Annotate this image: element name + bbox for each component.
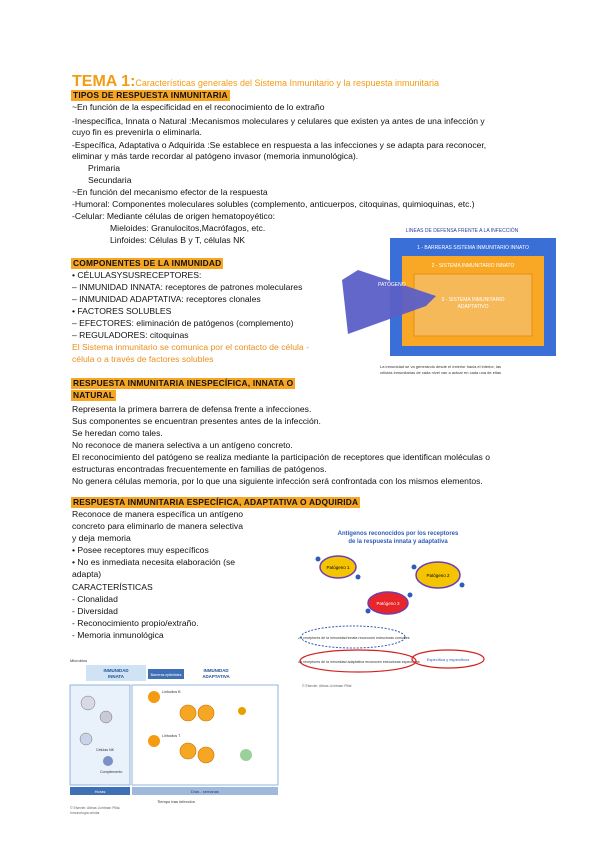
axis-hours-label: Horas bbox=[94, 789, 106, 794]
text-line: concreto para eliminarlo de manera selectiva bbox=[72, 521, 244, 531]
text-line: Sus componentes se encuentran presentes antes de la infección. bbox=[72, 416, 321, 426]
layer3-label-2: ADAPTATIVO bbox=[457, 304, 489, 310]
text-line: El reconocimiento del patógeno se realiza mediante la participación de receptores que identifican moléculas o bbox=[72, 452, 491, 462]
text-line: • FACTORES SOLUBLES bbox=[72, 306, 172, 316]
axis-days-label: Días - semanas bbox=[190, 789, 220, 794]
text-line: - Clonalidad bbox=[72, 594, 118, 604]
receptor-dot bbox=[366, 609, 371, 614]
text-line: y deja memoria bbox=[72, 533, 131, 543]
section-header-innata-2: NATURAL bbox=[73, 390, 115, 400]
text-line: - Memoria inmunológica bbox=[72, 630, 164, 640]
microbes-label: Microbios bbox=[70, 658, 88, 663]
adaptive-label-2: ADAPTATIVA bbox=[202, 674, 230, 679]
receptor-dot bbox=[356, 575, 361, 580]
note-line: El Sistema inmunitario se comunica por el contacto de célula - bbox=[72, 342, 309, 352]
text-line: adapta) bbox=[72, 569, 102, 579]
text-line: -Inespecífica, Innata o Natural :Mecanismos moleculares y celulares que existen ya antes de una infección y bbox=[72, 116, 485, 126]
page-title bbox=[72, 73, 439, 91]
section-header-componentes: COMPONENTES DE LA INMUNIDAD bbox=[73, 258, 222, 268]
nk-label: Células NK bbox=[96, 748, 114, 752]
text-line: -Humoral: Componentes moleculares solubles (complemento, anticuerpos, citoquinas, quimioquinas, etc.) bbox=[72, 199, 475, 209]
text-line: • Posee receptores muy específicos bbox=[72, 545, 209, 555]
b-lymphocyte bbox=[148, 691, 160, 703]
b-label: Linfocitos B bbox=[162, 690, 181, 694]
defense-lines-figure bbox=[340, 222, 570, 382]
barrier-label: Barreras epiteliales bbox=[150, 673, 182, 677]
innate-label-1: INMUNIDAD bbox=[103, 668, 129, 673]
note-line: célula o a través de factores solubles bbox=[72, 354, 214, 364]
effector-t-cell bbox=[180, 743, 196, 759]
defense-caption-2: células inmunitarias de cada nivel van a actuar en cada una de ellas bbox=[380, 370, 501, 375]
text-line: estructuras encontradas frecuentemente en familias de patógenos. bbox=[72, 464, 327, 474]
text-line: Reconoce de manera específica un antígeno bbox=[72, 509, 244, 519]
killed-cell bbox=[240, 749, 252, 761]
dendritic-cell bbox=[100, 711, 112, 723]
adaptive-label-1: INMUNIDAD bbox=[203, 668, 229, 673]
section-header-tipos: TIPOS DE RESPUESTA INMUNITARIA bbox=[73, 90, 228, 100]
complement-label: Complemento bbox=[100, 770, 123, 774]
timeline-credit-1: © Elsevier. Abbas Lichtman Pillai. bbox=[70, 806, 121, 810]
text-line: • No es inmediata necesita elaboración (se bbox=[72, 557, 236, 567]
text-line: - Diversidad bbox=[72, 606, 118, 616]
text-line: ~En función del mecanismo efector de la respuesta bbox=[72, 187, 268, 197]
text-line: Linfoides: Células B y T, células NK bbox=[110, 235, 246, 245]
antigen-title-1: Antígenos reconocidos por los receptores bbox=[337, 531, 459, 537]
text-line: - Reconocimiento propio/extraño. bbox=[72, 618, 199, 628]
adaptive-note: Los receptores de la inmunidad adaptativa reconocen estructuras específicas bbox=[298, 660, 420, 664]
text-line: – REGULADORES: citoquinas bbox=[72, 330, 189, 340]
text-line: cuyo fin es prevenirla o eliminarla. bbox=[72, 127, 202, 137]
text-line: – INMUNIDAD ADAPTATIVA: receptores clonales bbox=[72, 294, 261, 304]
receptor-dot bbox=[412, 565, 417, 570]
pathogen-3-label: Patógeno 3 bbox=[376, 601, 400, 606]
effector-t-cell bbox=[198, 747, 214, 763]
text-line: Primaria bbox=[88, 163, 120, 173]
receptor-dot bbox=[460, 583, 465, 588]
text-line: -Específica, Adaptativa o Adquirida :Se establece en respuesta a las infecciones y se adapta para reconocer, bbox=[72, 140, 487, 150]
receptor-dot bbox=[408, 593, 413, 598]
text-line: No reconoce de manera selectiva a un antígeno concreto. bbox=[72, 440, 293, 450]
plasma-cell bbox=[198, 705, 214, 721]
layer2-label: 2 - SISTEMA INMUNITARIO INNATO bbox=[431, 263, 515, 269]
antigen-title-2: de la respuesta innata y adaptativa bbox=[348, 539, 448, 545]
axis-title: Tiempo tras infección bbox=[157, 799, 195, 804]
text-line: Mieloides: Granulocitos,Macrófagos, etc. bbox=[110, 223, 266, 233]
text-line: eliminar y más tarde recordar al patógeno invasor (memoria inmunológica). bbox=[72, 151, 359, 161]
section-header-innata: RESPUESTA INMUNITARIA INESPECÍFICA, INNATA O bbox=[73, 378, 294, 388]
plasma-cell bbox=[180, 705, 196, 721]
antigen-figure bbox=[298, 525, 488, 690]
innate-note: Los receptores de la inmunidad innata reconocen estructuras comunes bbox=[298, 636, 410, 640]
title-tema: TEMA 1: bbox=[72, 73, 136, 90]
nk-cell bbox=[80, 733, 92, 745]
innate-label-2: INNATA bbox=[108, 674, 124, 679]
text-line: • CÉLULASYSUSRECEPTORES: bbox=[72, 270, 202, 280]
text-line: ~En función de la especificidad en el reconocimiento de lo extraño bbox=[72, 102, 325, 112]
antibody-icon bbox=[238, 707, 246, 715]
pathogen-2-label: Patógeno 2 bbox=[426, 573, 450, 578]
text-line: -Celular: Mediante células de origen hematopoyético: bbox=[72, 211, 276, 221]
t-lymphocyte bbox=[148, 735, 160, 747]
text-line: CARACTERÍSTICAS bbox=[72, 582, 153, 592]
text-line: Secundaria bbox=[88, 175, 132, 185]
text-line: – INMUNIDAD INNATA: receptores de patrones moleculares bbox=[72, 282, 303, 292]
complement-icon bbox=[103, 756, 113, 766]
legend-text: Específica y específicos bbox=[426, 657, 470, 662]
defense-caption-1: La inmunidad se va generando desde el exterior hacia el interior, las bbox=[380, 364, 501, 369]
antigen-credit: © Elsevier. Abbas Lichtman Pillai bbox=[302, 684, 352, 688]
text-line: Representa la primera barrera de defensa frente a infecciones. bbox=[72, 404, 312, 414]
title-subtitle: Características generales del Sistema Inmunitario y la respuesta inmunitaria bbox=[135, 78, 440, 88]
section-header-adaptativa: RESPUESTA INMUNITARIA ESPECÍFICA, ADAPTATIVA O ADQUIRIDA bbox=[73, 497, 359, 507]
timeline-figure bbox=[66, 655, 282, 815]
t-label: Linfocitos T bbox=[162, 734, 181, 738]
timeline-credit-2: Inmunología celular bbox=[70, 811, 100, 815]
defense-title: LINEAS DE DEFENSA FRENTE A LA INFECCIÓN bbox=[405, 228, 519, 234]
layer3-label-1: 3 - SISTEMA INMUNITARIO bbox=[441, 297, 505, 303]
text-line: No genera células memoria, por lo que una siguiente infección será confrontada con los mismos elementos. bbox=[72, 476, 483, 486]
text-line: Se heredan como tales. bbox=[72, 428, 163, 438]
receptor-dot bbox=[316, 557, 321, 562]
text-line: – EFECTORES: eliminación de patógenos (complemento) bbox=[72, 318, 294, 328]
macrophage-cell bbox=[81, 696, 95, 710]
arrow-label: PATÓGENO bbox=[378, 282, 406, 288]
layer1-label: 1 - BARRERAS SISTEMA INMUNITARIO INNATO bbox=[417, 245, 529, 251]
pathogen-1-label: Patógeno 1 bbox=[326, 565, 350, 570]
